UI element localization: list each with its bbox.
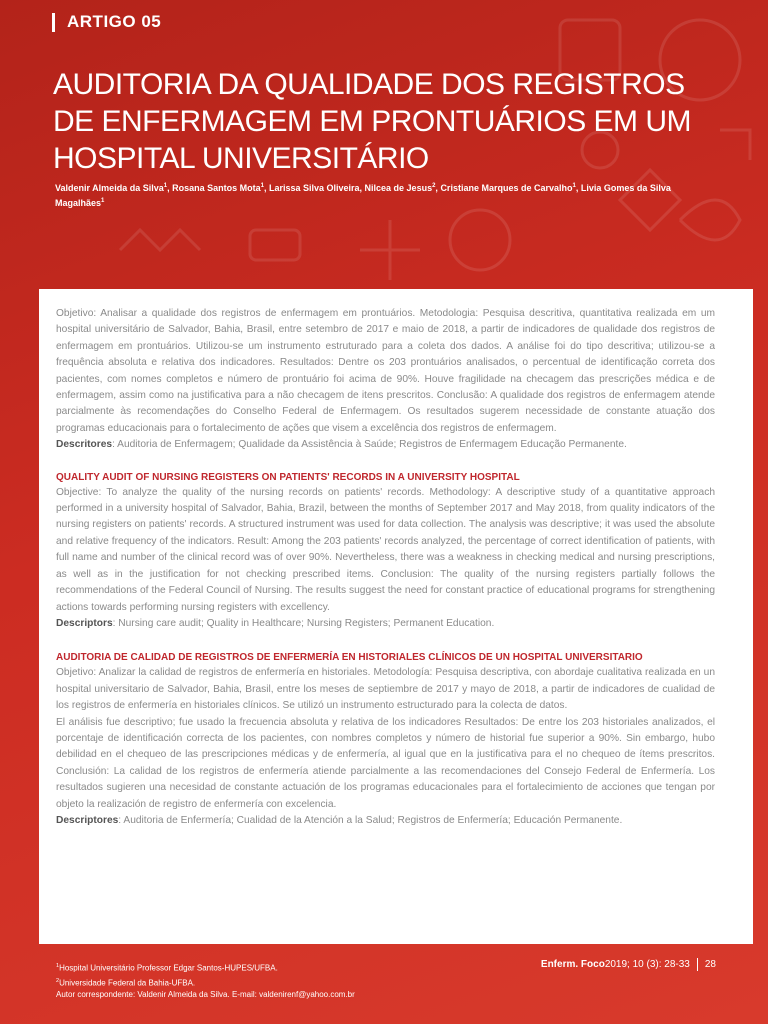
affiliation-line <box>56 975 355 990</box>
author-name: Larissa Silva Oliveira <box>268 183 360 193</box>
abstract-body: Objective: To analyze the quality of the nursing records on patients' records. Methodology: A descriptive study of a quantitative approach performed in a university hospital of Salvador, Bahia, Brazil, between the months of September 2017 and May 2018, from quality indicators of the nursing registers on patients' records. A structured instrument was used for data collection. The analysis was descriptive; it was used the absolute and relative frequency of the indicators. Result: Among the 203 patients' records analyzed, the percentage of correct identification of patients, with full name and number of the clinical record was of over 90%. Nevertheless, there was a weakness in checking medical and nursing prescriptions, as well as in the justification for not checking prescribed items. Conclusion: The quality of the nursing registers partially follows the recommendations of the Federal Council of Nursing. The results suggest the need for constant practice of educational programs for strengthening actions towards performing nursing registers with excellency. <box>56 486 715 613</box>
keywords-label: Descriptors <box>56 617 113 629</box>
journal-name: Enferm. Foco <box>540 959 605 970</box>
article-title: AUDITORIA DA QUALIDADE DOS REGISTROS DE ENFERMAGEM EM PRONTUÁRIOS EM UM HOSPITAL UNIVERSITÁRIO <box>53 68 692 175</box>
citation-divider <box>697 958 698 971</box>
keywords-text: : Auditoria de Enfermería; Cualidad de la Atención a la Salud; Registros de Enfermería; Educación Permanente. <box>118 814 623 826</box>
article-kicker <box>52 12 161 32</box>
author-affiliation-mark: 1 <box>101 198 105 204</box>
keywords-line <box>56 616 715 632</box>
author-affiliation-mark: 1 <box>260 183 264 189</box>
author-affiliation-mark: 1 <box>572 183 576 189</box>
abstract-body: Objetivo: Analizar la calidad de registros de enfermería en historiales. Metodología: Pesquisa descriptiva, con abordaje cualitativa realizada en un hospital universitario de Salvador, Bahia, Brasil, entre los meses de septiembre de 2017 y mayo de 2018, a partir de indicadores de cualidad de los registros de enfermería en historiales clínicos. Se utilizó un instrumento estructurado para la colecta de datos. <box>56 667 715 712</box>
journal-citation <box>541 958 716 971</box>
page-number: 28 <box>704 959 716 970</box>
abstract-portuguese <box>56 306 715 454</box>
abstract-card <box>39 289 753 944</box>
author-affiliation-mark: 2 <box>432 183 436 189</box>
author-name: Nilcea de Jesus <box>364 183 433 193</box>
section-title: QUALITY AUDIT OF NURSING REGISTERS ON PATIENTS' RECORDS IN A UNIVERSITY HOSPITAL <box>56 471 520 483</box>
author-name: Valdenir Almeida da Silva <box>55 183 164 193</box>
footnotes <box>56 960 355 1001</box>
abstract-body: Objetivo: Analisar a qualidade dos registros de enfermagem em prontuários. Metodologia: Pesquisa descritiva, quantitativa realizada em um hospital universitário de Salvador, Bahia, Brasil, entre setembro de 2017 e maio de 2018, a partir de indicadores de qualidade dos registros de enfermagem em prontuários. Utilizou-se um instrumento estruturado para a coleta dos dados. A análise foi do tipo descritiva; utilizou-se a frequência absoluta e relativa dos indicadores. Resultados: Dentre os 203 prontuários analisados, o percentual de identificação correta dos pacientes, com nomes completos e número de prontuário foi acima de 90%. Houve fragilidade na checagem das prescrições médica e de enfermagem, assim como na justificativa para a não checagem de itens prescritos. Conclusão: A qualidade dos registros de enfermagem atende parcialmente às recomendações do Conselho Federal de Enfermagem. Os resultados sugerem necessidade de constante atuação dos programas educacionais para o fortalecimento de ações que visem a excelência dos registros de enfermagem. <box>56 308 715 434</box>
author-name: Rosana Santos Mota <box>172 183 261 193</box>
section-title: AUDITORIA DE CALIDAD DE REGISTROS DE ENFERMERÍA EN HISTORIALES CLÍNICOS DE UN HOSPITAL UNIVERSITARIO <box>56 652 643 664</box>
keywords-text: : Auditoria de Enfermagem; Qualidade da Assistência à Saúde; Registros de Enfermagem Educação Permanente. <box>112 439 627 451</box>
abstract-body: El análisis fue descriptivo; fue usado la frecuencia absoluta y relativa de los indicadores Resultados: De entre los 203 historiales analizados, el porcentaje de identificación correcta de los pacientes, con nombres completos y número de historial fue superior a 90%. Sin embargo, hubo debilidad en el chequeo de las prescripciones médicas y de enfermería, al igual que en la justificativa para el no chequeo de ítems prescritos. Conclusión: La calidad de los registros de enfermería atiende parcialmente a las recomendaciones del Consejo Federal de Enfermería. Los resultados sugieren una necesidad de constante actuación de los programas educacionales para el fortalecimiento de acciones que tengan por objeto la realización de registro de enfermería con excelencia. <box>56 716 715 810</box>
keywords-text: : Nursing care audit; Quality in Healthcare; Nursing Registers; Permanent Education. <box>112 617 495 629</box>
author-name: Cristiane Marques de Carvalho <box>440 183 573 193</box>
abstract-spanish <box>56 651 715 829</box>
footnote-mark: 2 <box>56 977 60 984</box>
correspondence-line: Autor correspondente: Valdenir Almeida da Silva. E-mail: valdenirenf@yahoo.com.br <box>56 990 355 1000</box>
abstract-english <box>56 471 715 633</box>
keywords-line <box>56 437 715 453</box>
author-affiliation-mark: 1 <box>163 183 168 189</box>
keywords-label: Descriptores <box>56 814 119 826</box>
citation-text: 2019; 10 (3): 28-33 <box>604 959 690 970</box>
keywords-line <box>56 813 715 829</box>
affiliation-text: Universidade Federal da Bahia-UFBA. <box>59 978 196 988</box>
footnote-mark: 1 <box>56 963 60 969</box>
article-number: ARTIGO 05 <box>67 12 162 31</box>
kicker-bar <box>52 13 55 32</box>
author-list: Valdenir Almeida da Silva$^1$, Rosana Santos Mota$^1$, Larissa Silva Oliveira, Nilcea de Jesus$^2$, Cristiane Marques de Carvalho$^1$, Livia Gomes da Silva Magalhães$^1$ <box>55 183 671 208</box>
author-name: Livia Gomes da Silva Magalhães <box>55 183 671 208</box>
affiliation-line <box>56 960 355 975</box>
affiliation-text: Hospital Universitário Professor Edgar Santos-HUPES/UFBA. <box>59 963 278 973</box>
keywords-label: Descritores <box>56 439 113 451</box>
